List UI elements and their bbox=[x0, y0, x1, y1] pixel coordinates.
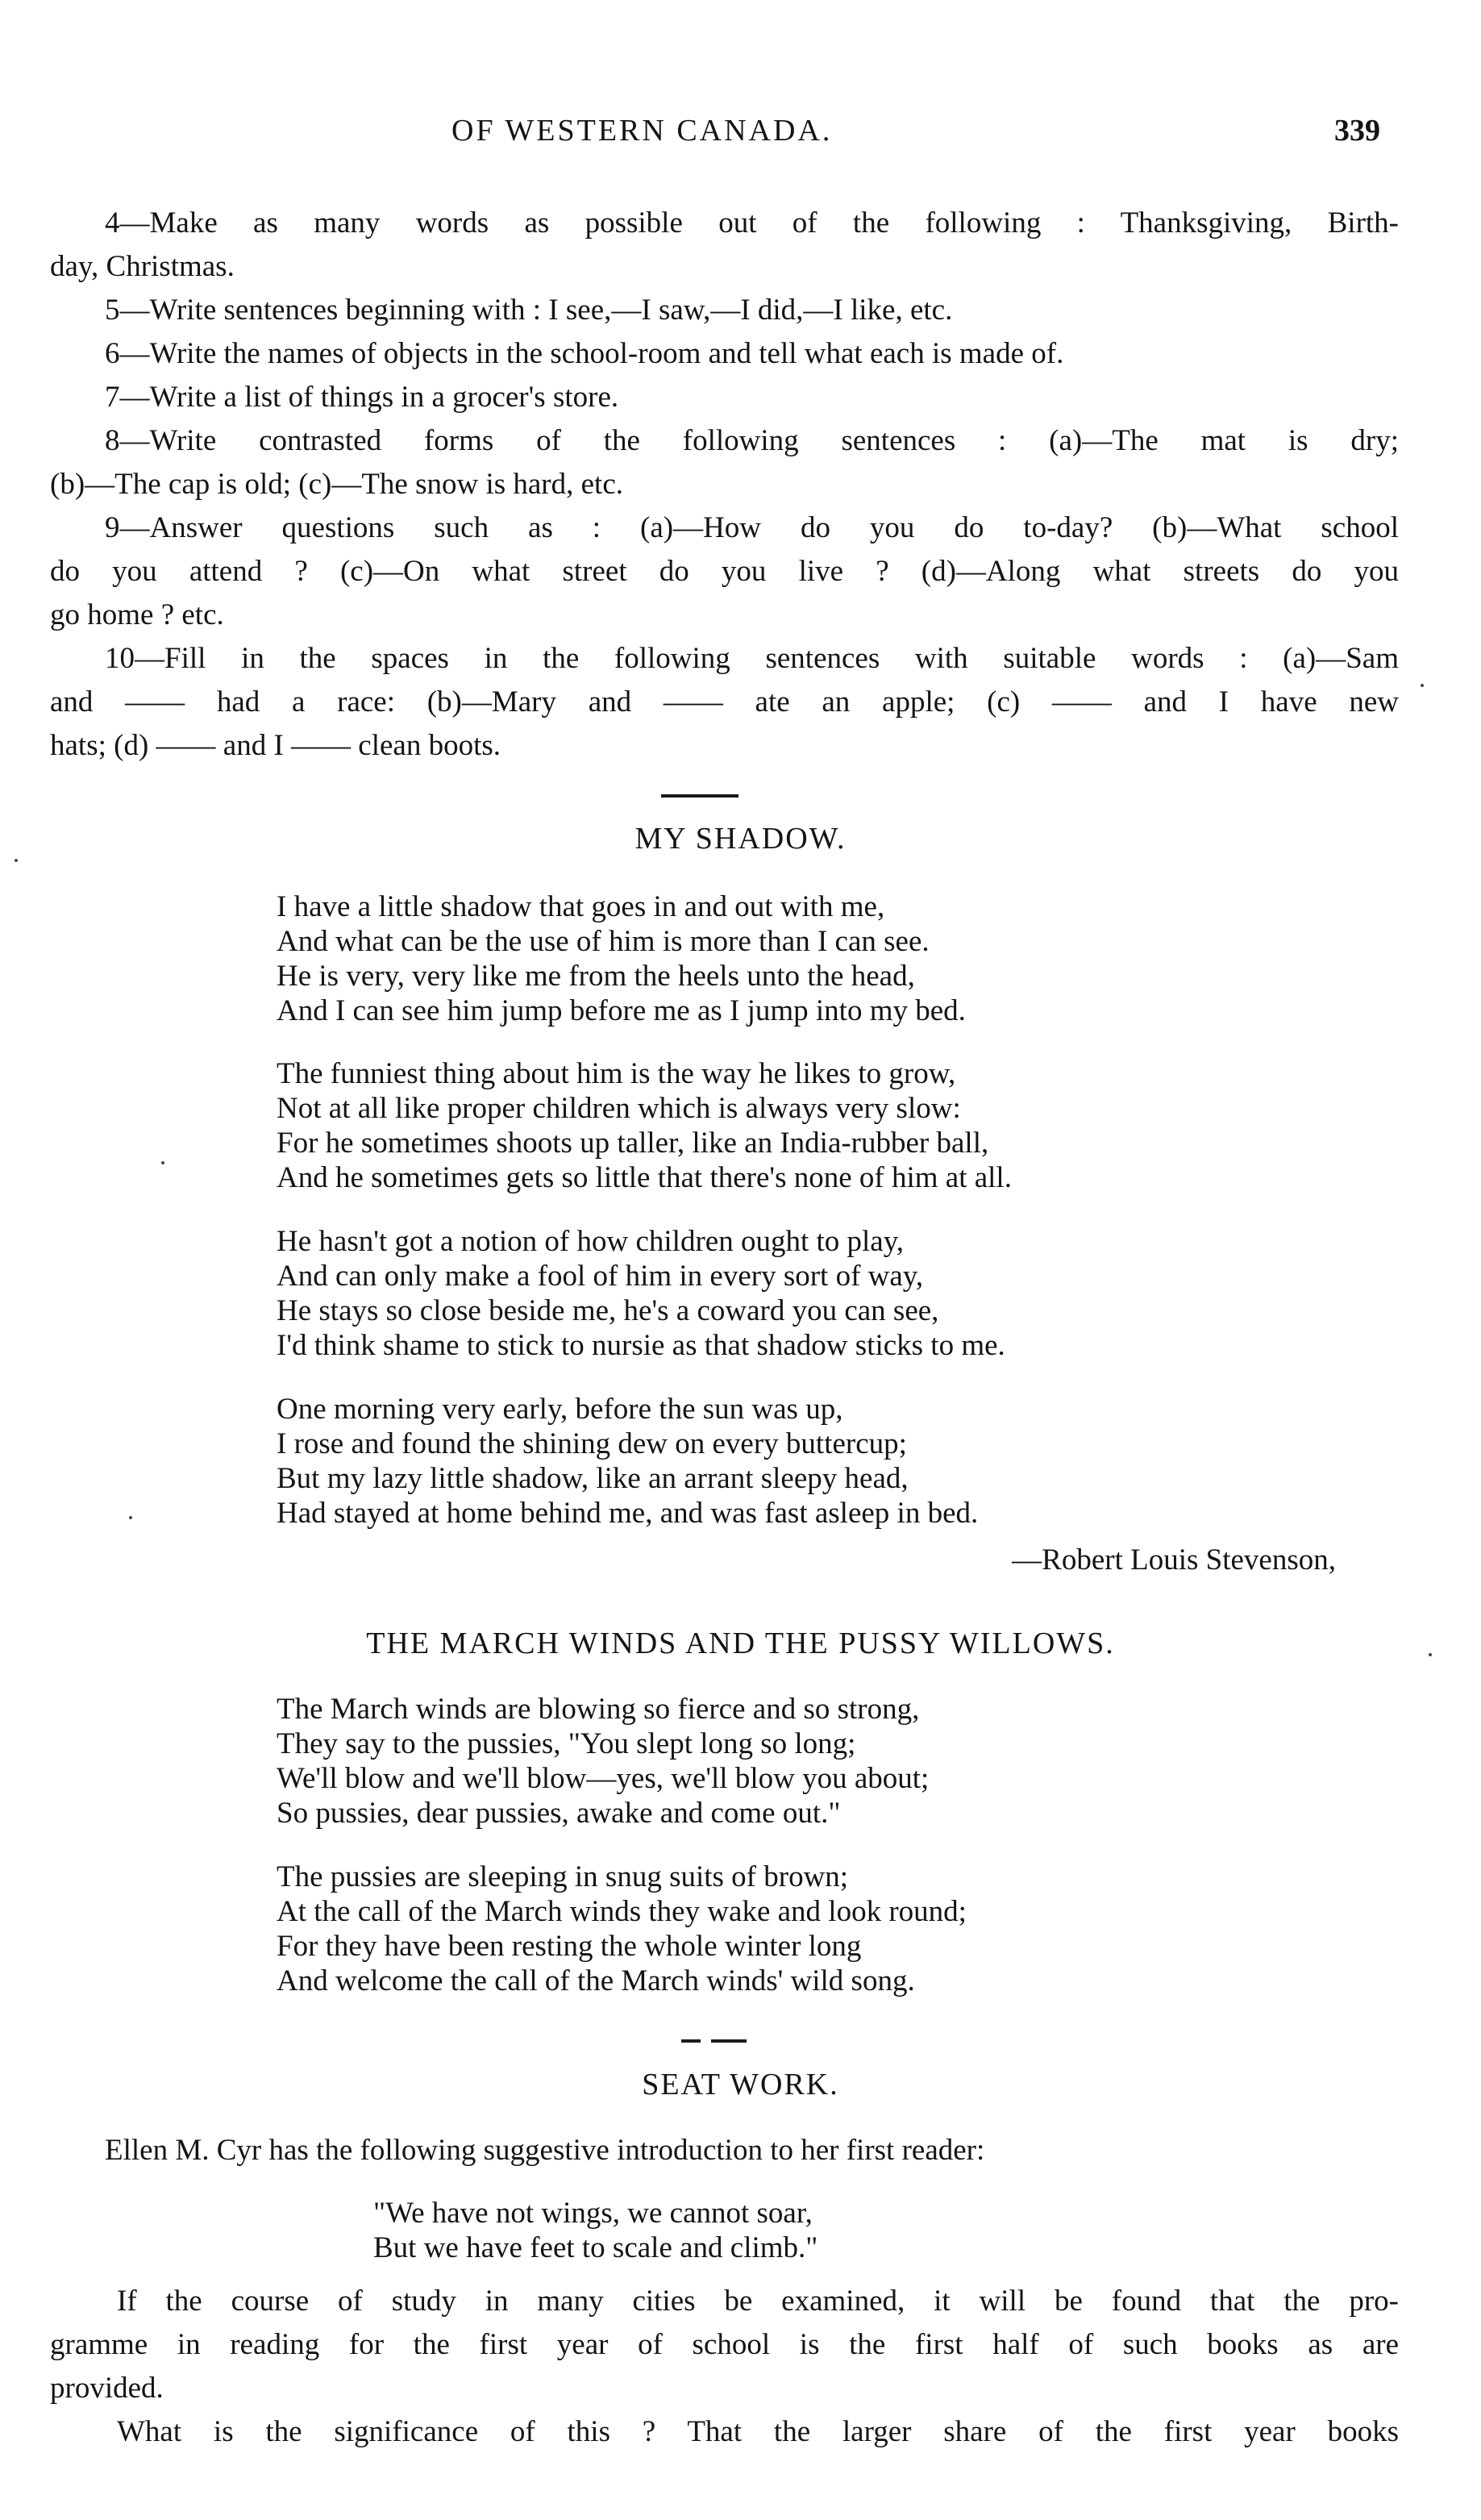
exercise-line: (b)—The cap is old; (c)—The snow is hard, etc. bbox=[50, 468, 624, 501]
poem-line: He stays so close beside me, he's a coward you can see, bbox=[277, 1294, 939, 1327]
poem-line: And can only make a fool of him in every sort of way, bbox=[277, 1260, 924, 1293]
paragraph-line: What is the significance of this ? That the larger share of the first year books bbox=[117, 2415, 1399, 2448]
section-divider bbox=[661, 794, 738, 798]
exercise-line: hats; (d) —— and I —— clean boots. bbox=[50, 729, 501, 762]
scan-speck bbox=[15, 859, 18, 862]
poem-line: I'd think shame to stick to nursie as that shadow sticks to me. bbox=[277, 1329, 1005, 1362]
exercise-line: 5—Write sentences beginning with : I see,—I saw,—I did,—I like, etc. bbox=[105, 294, 953, 327]
exercise-line: 9—Answer questions such as : (a)—How do you do to-day? (b)—What school bbox=[105, 511, 1399, 544]
poem-line: And welcome the call of the March winds' wild song. bbox=[277, 1964, 915, 1997]
running-head: OF WESTERN CANADA. bbox=[451, 114, 833, 148]
poem-line: And he sometimes gets so little that there's none of him at all. bbox=[277, 1161, 1012, 1194]
exercise-line: 4—Make as many words as possible out of the following : Thanksgiving, Birth- bbox=[105, 206, 1399, 240]
poem-line: For he sometimes shoots up taller, like an India-rubber ball, bbox=[277, 1127, 989, 1160]
quote-line: "We have not wings, we cannot soar, bbox=[373, 2197, 813, 2230]
poem-line: But my lazy little shadow, like an arrant sleepy head, bbox=[277, 1462, 909, 1495]
poem-line: And I can see him jump before me as I jump into my bed. bbox=[277, 994, 966, 1027]
poem-line: He hasn't got a notion of how children ought to play, bbox=[277, 1225, 905, 1258]
exercise-line: 10—Fill in the spaces in the following sentences with suitable words : (a)—Sam bbox=[105, 642, 1399, 675]
poem-line: One morning very early, before the sun was up, bbox=[277, 1393, 843, 1426]
poem-attribution: —Robert Louis Stevenson, bbox=[1012, 1543, 1336, 1577]
poem-title: MY SHADOW. bbox=[634, 822, 847, 856]
poem-line: The pussies are sleeping in snug suits of brown; bbox=[277, 1860, 849, 1893]
poem-line: The funniest thing about him is the way he likes to grow, bbox=[277, 1057, 956, 1090]
exercise-line: day, Christmas. bbox=[50, 250, 235, 283]
exercise-line: do you attend ? (c)—On what street do you live ? (d)—Along what streets do you bbox=[50, 555, 1399, 588]
poem-line: Not at all like proper children which is always very slow: bbox=[277, 1092, 961, 1125]
poem-line: Had stayed at home behind me, and was fast asleep in bed. bbox=[277, 1497, 979, 1530]
section-divider bbox=[711, 2039, 747, 2043]
intro-paragraph: Ellen M. Cyr has the following suggestive introduction to her first reader: bbox=[105, 2134, 985, 2167]
poem-line: The March winds are blowing so fierce and so strong, bbox=[277, 1693, 920, 1726]
exercise-line: 8—Write contrasted forms of the following sentences : (a)—The mat is dry; bbox=[105, 424, 1399, 457]
poem-line: So pussies, dear pussies, awake and come out." bbox=[277, 1797, 841, 1830]
poem-title: THE MARCH WINDS AND THE PUSSY WILLOWS. bbox=[366, 1627, 1115, 1660]
paragraph-line: gramme in reading for the first year of school is the first half of such books as are bbox=[50, 2328, 1399, 2361]
poem-line: They say to the pussies, "You slept long so long; bbox=[277, 1727, 856, 1760]
paragraph-line: If the course of study in many cities be examined, it will be found that the pro- bbox=[117, 2285, 1399, 2318]
section-divider bbox=[681, 2039, 701, 2043]
scan-speck bbox=[129, 1516, 132, 1519]
quote-line: But we have feet to scale and climb." bbox=[373, 2231, 818, 2264]
section-title: SEAT WORK. bbox=[642, 2068, 839, 2101]
poem-line: For they have been resting the whole winter long bbox=[277, 1930, 862, 1963]
paragraph-line: provided. bbox=[50, 2372, 164, 2405]
poem-line: I rose and found the shining dew on every buttercup; bbox=[277, 1427, 907, 1460]
poem-line: And what can be the use of him is more than I can see. bbox=[277, 925, 930, 958]
poem-line: I have a little shadow that goes in and out with me, bbox=[277, 890, 885, 923]
scan-speck bbox=[1429, 1653, 1432, 1656]
scan-speck bbox=[161, 1161, 164, 1164]
page-header bbox=[0, 113, 1481, 161]
poem-line: We'll blow and we'll blow—yes, we'll blow you about; bbox=[277, 1762, 930, 1795]
poem-line: He is very, very like me from the heels unto the head, bbox=[277, 960, 915, 993]
exercise-line: 6—Write the names of objects in the school-room and tell what each is made of. bbox=[105, 337, 1064, 370]
poem-line: At the call of the March winds they wake and look round; bbox=[277, 1895, 967, 1928]
scan-speck bbox=[1421, 684, 1424, 687]
exercise-line: 7—Write a list of things in a grocer's store. bbox=[105, 381, 619, 414]
exercise-line: go home ? etc. bbox=[50, 598, 224, 631]
page-number: 339 bbox=[1334, 114, 1380, 148]
exercise-line: and —— had a race: (b)—Mary and —— ate an apple; (c) —— and I have new bbox=[50, 685, 1399, 719]
